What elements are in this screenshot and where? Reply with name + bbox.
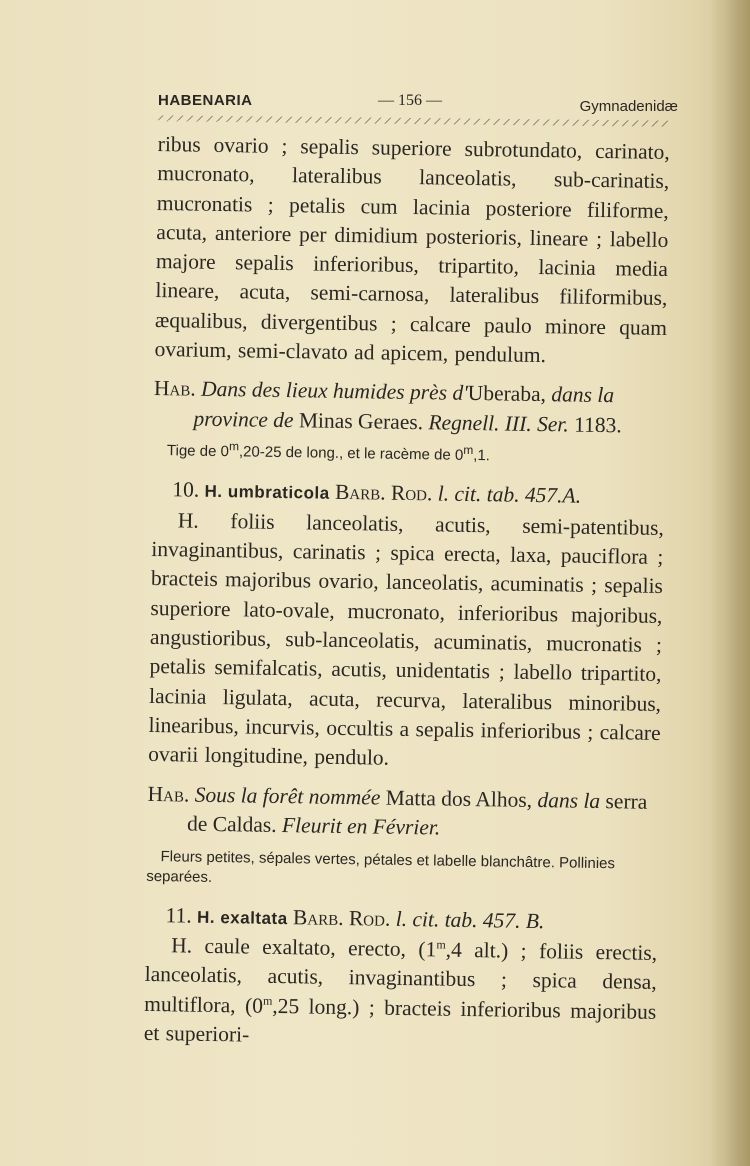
species-reference: l. cit. tab.	[395, 906, 478, 932]
hab-label: Hab.	[153, 376, 196, 401]
hab-locality: Matta dos Alhos,	[385, 785, 533, 812]
hab-label: Hab.	[147, 781, 190, 807]
desc-text: H. caule exaltato, erecto, (1	[171, 933, 437, 962]
note-sup: m	[463, 443, 474, 458]
description-10: H. foliis lanceolatis, acutis, semi-patentibus, invaginantibus, carinatis ; spica erecta, laxa, pauciflora ; bracteis majoribus ovario, lanceolatis, acuminatis ; sepalis superiore lato-ovale, mucronato, inferioribus majoribus, angustioribus, sub-lanceolatis, acuminatis, mucronatis ; petalis semifalcatis, acutis, unidentatis ; labello tripartito, lacinia ligulata, acuta, recurva, lateralibus minoribus, linearibus, incurvis, occultis a sepalis inferioribus ; calcare ovarii longitudine, pendulo.	[148, 508, 665, 770]
species-figure: A.	[562, 483, 582, 509]
hab-text: dans la province de	[193, 382, 615, 433]
desc-sup: m	[436, 937, 446, 952]
page-number: — 156 —	[378, 92, 442, 109]
header-genus: HABENARIA	[158, 92, 253, 109]
hab-text: Dans des lieux humides près d'	[200, 377, 468, 406]
description-continued: ribus ovario ; sepalis superiore subrotundato, carinato, mucronato, lateralibus lanceolatis, sub-carinatis, mucronatis ; petalis cum lacinia posteriore filiforme, acuta, anteriore per dimidium posterioris, lineare ; labello majore sepalis inferioribus, tripartito, lacinia media lineare, acuta, semi-carnosa, lateralibus filiformibus, æqualibus, divergentibus ; calcare paulo minore quam ovarium, semi-clavato ad apicem, pendulum.	[154, 131, 670, 368]
species-number: 10.	[172, 477, 200, 503]
description-11	[144, 931, 658, 1056]
species-name: H. exaltata	[196, 907, 288, 928]
species-name: H. umbraticola	[204, 482, 330, 504]
flower-note: Fleurs petites, sépales vertes, pétales et labelle blanchâtre. Pollinies separées.	[146, 847, 616, 886]
species-author: Barb. Rod.	[334, 480, 433, 506]
habitat-entry-10	[147, 779, 660, 846]
species-number: 11.	[165, 902, 192, 928]
note-sup: m	[228, 439, 240, 454]
species-figure: 457. B.	[482, 907, 545, 933]
hab-region: serra de Caldas.	[186, 788, 648, 837]
hab-text: Sous la forêt nommée	[194, 782, 381, 810]
hab-locality: Uberaba,	[467, 381, 547, 407]
species-reference: l. cit. tab. 457.	[437, 481, 563, 508]
book-spine-shadow	[710, 0, 750, 1166]
habitat-entry-9	[153, 374, 666, 441]
hab-flowering: Fleurit en Février.	[281, 813, 441, 840]
hab-collector: Regnell. III. Ser.	[428, 410, 569, 437]
size-note	[153, 441, 665, 469]
desc-sup: m	[262, 993, 273, 1008]
header-family: Gymnadenidæ	[579, 98, 678, 115]
note-text: ,20-25 de long., et le racème de 0	[238, 443, 464, 465]
hab-text: dans la	[537, 787, 601, 813]
hab-number: 1183.	[573, 412, 622, 438]
note-text: ,1.	[473, 447, 491, 465]
species-author: Barb. Rod.	[292, 904, 391, 931]
hab-region: Minas Geraes.	[298, 408, 424, 435]
page-body	[144, 130, 670, 1056]
desc-text: ,25 long.) ; bracteis inferioribus majoribus et superiori-	[143, 993, 657, 1047]
note-text: Tige de 0	[166, 442, 230, 461]
desc-text: ,4 alt.) ; foliis erectis, lanceolatis, acutis, invaginantibus ; spica densa, multiflora, (0	[144, 937, 658, 1018]
